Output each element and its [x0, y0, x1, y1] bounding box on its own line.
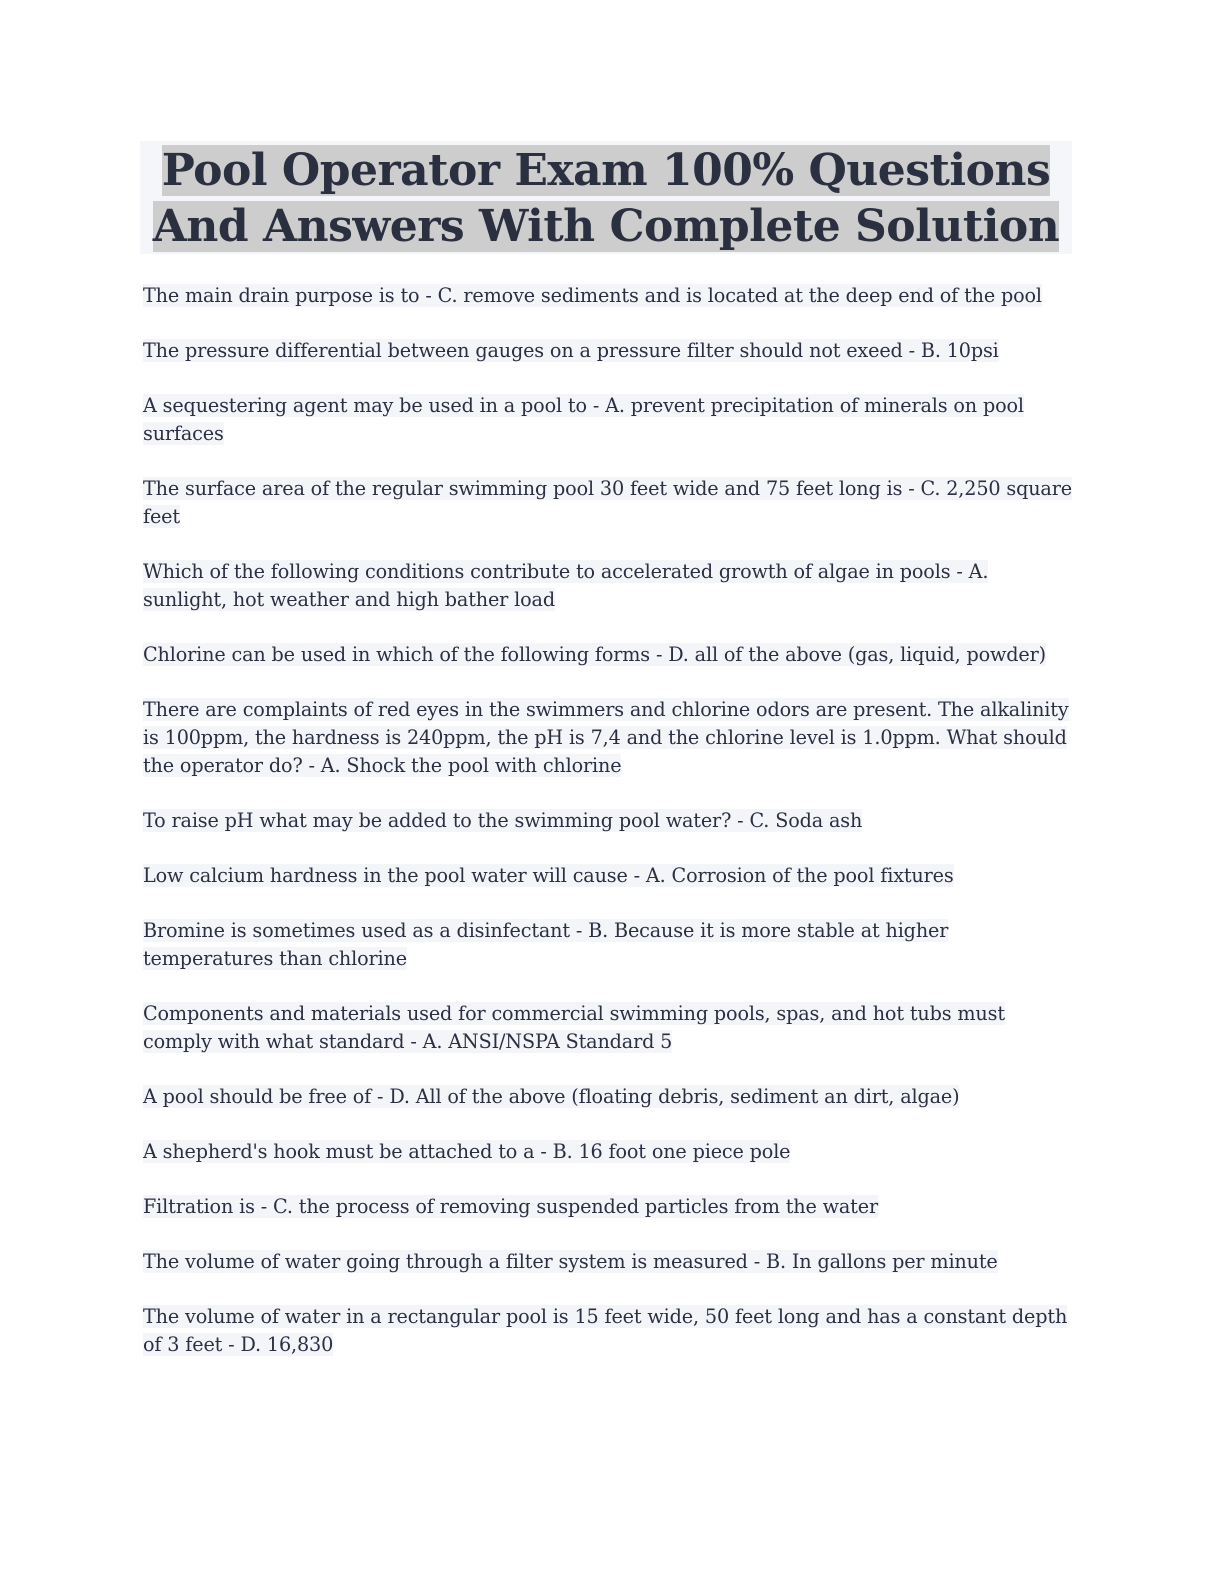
- qa-item: [143, 392, 1073, 448]
- qa-item: [143, 1138, 1073, 1166]
- qa-item: [143, 558, 1073, 614]
- qa-item: [143, 641, 1073, 669]
- qa-item: [143, 475, 1073, 531]
- qa-text: A sequestering agent may be used in a pool to - A. prevent precipitation of minerals on pool surfaces: [143, 394, 1024, 445]
- qa-text: To raise pH what may be added to the swimming pool water? - C. Soda ash: [143, 809, 863, 832]
- qa-text: The pressure differential between gauges on a pressure filter should not exeed - B. 10psi: [143, 339, 999, 362]
- qa-item: [143, 807, 1073, 835]
- qa-text: The volume of water in a rectangular pool is 15 feet wide, 50 feet long and has a constant depth of 3 feet - D. 16,830: [143, 1305, 1068, 1356]
- qa-text: Components and materials used for commercial swimming pools, spas, and hot tubs must comply with what standard - A. ANSI/NSPA Standard 5: [143, 1002, 1005, 1053]
- qa-text: The main drain purpose is to - C. remove sediments and is located at the deep end of the pool: [143, 284, 1042, 307]
- qa-text: There are complaints of red eyes in the swimmers and chlorine odors are present. The alkalinity is 100ppm, the hardness is 240ppm, the pH is 7,4 and the chlorine level is 1.0ppm. What should the operator do? - A. Shock the pool with chlorine: [143, 698, 1069, 777]
- qa-item: [143, 337, 1073, 365]
- qa-text: Filtration is - C. the process of removing suspended particles from the water: [143, 1195, 878, 1218]
- qa-item: [143, 282, 1073, 310]
- document-title: Pool Operator Exam 100% Questions And Answers With Complete Solution: [152, 145, 1060, 252]
- qa-text: A shepherd's hook must be attached to a - B. 16 foot one piece pole: [143, 1140, 791, 1163]
- qa-item: [143, 1303, 1073, 1359]
- qa-item: [143, 1083, 1073, 1111]
- title-block: [140, 141, 1072, 254]
- qa-text: The surface area of the regular swimming pool 30 feet wide and 75 feet long is - C. 2,250 square feet: [143, 477, 1072, 528]
- qa-text: A pool should be free of - D. All of the above (floating debris, sediment an dirt, algae): [143, 1085, 960, 1108]
- qa-item: [143, 1193, 1073, 1221]
- qa-text: Chlorine can be used in which of the following forms - D. all of the above (gas, liquid, powder): [143, 643, 1046, 666]
- qa-text: Low calcium hardness in the pool water will cause - A. Corrosion of the pool fixtures: [143, 864, 954, 887]
- qa-list: [143, 282, 1073, 1386]
- qa-item: [143, 862, 1073, 890]
- qa-text: Bromine is sometimes used as a disinfectant - B. Because it is more stable at higher temperatures than chlorine: [143, 919, 949, 970]
- qa-item: [143, 1000, 1073, 1056]
- title-wrapper: [140, 141, 1072, 255]
- qa-item: [143, 1248, 1073, 1276]
- qa-item: [143, 696, 1073, 780]
- qa-text: The volume of water going through a filter system is measured - B. In gallons per minute: [143, 1250, 998, 1273]
- qa-item: [143, 917, 1073, 973]
- qa-text: Which of the following conditions contribute to accelerated growth of algae in pools - A. sunlight, hot weather and high bather load: [143, 560, 989, 611]
